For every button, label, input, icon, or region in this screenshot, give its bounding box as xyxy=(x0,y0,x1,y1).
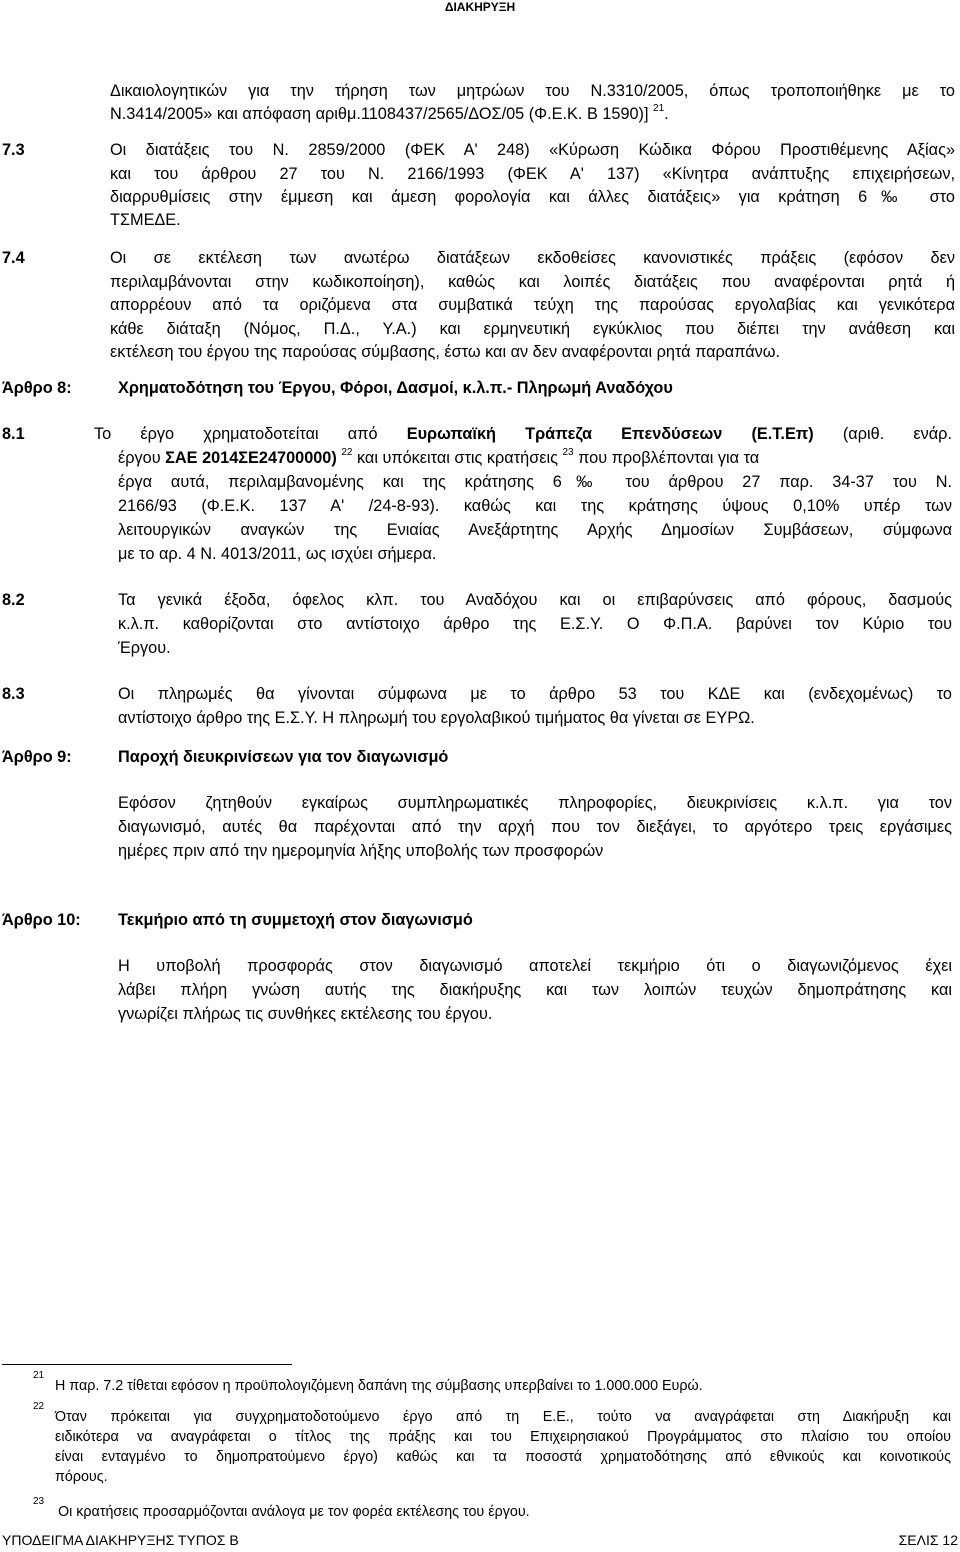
article-8-title: Χρηματοδότηση του Έργου, Φόροι, Δασμοί, κ.λ.π.- Πληρωμή Αναδόχου xyxy=(118,379,673,397)
p81-line-3: έργα αυτά, περιλαμβανομένης και της κράτησης 6‰ του άρθρου 27 παρ. 34-37 του Ν. xyxy=(118,473,952,491)
p83-line-2: αντίστοιχο άρθρο της Ε.Σ.Υ. Η πληρωμή του εργολαβικού τιμήματος θα γίνεται σε ΕΥΡΩ. xyxy=(118,709,755,727)
section-number-8-3: 8.3 xyxy=(2,685,25,703)
sae-code: ΣΑΕ 2014ΣΕ24700000) xyxy=(165,449,337,467)
footnote-22-number: 22 xyxy=(33,1401,45,1412)
s74-line-5: εκτέλεση του έργου της παρούσας σύμβασης, έστω και αν δεν αναφέρονται ρητά παραπάνω. xyxy=(110,343,780,361)
funding-body: Ευρωπαϊκή Τράπεζα Επενδύσεων (Ε.Τ.Επ) xyxy=(406,425,814,443)
p82-line-1: Τα γενικά έξοδα, όφελος κλπ. του Αναδόχου και οι επιβαρύνσεις από φόρους, δασμούς xyxy=(118,591,952,609)
s74-line-2: περιλαμβάνονται στην κωδικοποίηση), καθώς και λοιπές διατάξεις που αναφέρονται ρητά ή xyxy=(110,273,955,291)
p82-line-2: κ.λ.π. καθορίζονται στο αντίστοιχο άρθρο της Ε.Σ.Υ. Ο Φ.Π.Α. βαρύνει τον Κύριο του xyxy=(118,615,952,633)
footer-document-type: ΥΠΟΔΕΙΓΜΑ ΔΙΑΚΗΡΥΞΗΣ ΤΥΠΟΣ Β xyxy=(2,1532,239,1548)
footnote-22-line-4: πόρους. xyxy=(55,1469,108,1485)
footnote-21-text: Η παρ. 7.2 τίθεται εφόσον η προϋπολογιζόμενη δαπάνη της σύμβασης υπερβαίνει το 1.000.000 Ευρώ. xyxy=(55,1378,703,1394)
s74-line-3: απορρέουν από τα οριζόμενα στα συμβατικά τεύχη της παρούσας εργολαβίας και γενικότερα xyxy=(110,296,955,314)
footnote-22-line-2: ειδικότερα να αναγράφεται ο τίτλος της πράξης και του Επιχειρησιακού Προγράμματος στο πλαίσιο του οποίου xyxy=(55,1429,951,1445)
footer-page-number: ΣΕΛΙΣ 12 xyxy=(898,1532,958,1548)
article-8-label: Άρθρο 8: xyxy=(2,379,72,397)
art9-line-1: Εφόσον ζητηθούν εγκαίρως συμπληρωματικές πληροφορίες, διευκρινίσεις κ.λ.π. για τον xyxy=(118,794,952,812)
p81-line-2-c: και υπόκειται στις κρατήσεις xyxy=(356,449,558,467)
article-9-label: Άρθρο 9: xyxy=(2,748,72,766)
section-number-8-2: 8.2 xyxy=(2,591,25,609)
footnote-23-number: 23 xyxy=(33,1496,45,1507)
s73-line-1: Οι διατάξεις του Ν. 2859/2000 (ΦΕΚ Α' 248) «Κύρωση Κώδικα Φόρου Προστιθέμενης Αξίας» xyxy=(110,141,955,159)
footnote-separator xyxy=(2,1364,292,1365)
s73-line-3: διαρρυθμίσεις στην έμμεση και άμεση φορολογία και άλλες διατάξεις» για κράτηση 6‰ στο xyxy=(110,188,955,206)
p81-line-1-c: (αριθ. ενάρ. xyxy=(842,425,952,443)
footnote-ref-22: 22 xyxy=(341,447,353,458)
p81-line-2 xyxy=(118,448,759,468)
s74-line-4: κάθε διάταξη (Νόμος, Π.Δ., Υ.Α.) και ερμηνευτική εγκύκλιος που διέπει την ανάθεση και xyxy=(110,320,955,338)
p81-line-4: 2166/93 (Φ.Ε.Κ. 137 Α' /24-8-93). καθώς και της κράτησης ύψους 0,10% υπέρ των xyxy=(118,497,952,515)
footnote-22-line-1: Όταν πρόκειται για συγχρηματοδοτούμενο έργο από τη Ε.Ε., τούτο να αναγράφεται στη Διακήρυξη και xyxy=(55,1409,951,1425)
section-number-7-3: 7.3 xyxy=(2,141,25,159)
s73-line-2: και του άρθρου 27 του Ν. 2166/1993 (ΦΕΚ Α' 137) «Κίνητρα ανάπτυξης επιχειρήσεων, xyxy=(110,165,955,183)
p81-line-1 xyxy=(94,424,952,444)
s73-line-4: ΤΣΜΕΔΕ. xyxy=(110,211,181,229)
p81-line-2-a: έργου xyxy=(118,449,161,467)
footnote-23-text: Οι κρατήσεις προσαρμόζονται ανάλογα με τον φορέα εκτέλεσης του έργου. xyxy=(58,1504,530,1520)
intro-line-2-text: Ν.3414/2005» και απόφαση αριθμ.1108437/2565/ΔΟΣ/05 (Φ.Ε.Κ. Β 1590)] xyxy=(110,105,649,123)
footnote-21-number: 21 xyxy=(33,1370,45,1381)
p81-line-5: λειτουργικών αναγκών της Ενιαίας Ανεξάρτητης Αρχής Δημοσίων Συμβάσεων, σύμφωνα xyxy=(118,521,952,539)
footnote-ref-23: 23 xyxy=(562,447,574,458)
art10-line-3: γνωρίζει πλήρως τις συνθήκες εκτέλεσης του έργου. xyxy=(118,1005,493,1023)
footnote-22-line-3: είναι ενταγμένο το δημοπρατούμενο έργο) καθώς και τα ποσοστά χρηματοδότησης από εθνικούς και κοινοτικούς xyxy=(55,1449,951,1465)
p81-line-2-d: που προβλέπονται για τα xyxy=(578,449,760,467)
p82-line-3: Έργου. xyxy=(118,639,171,657)
art9-line-3: ημέρες πριν από την ημερομηνία λήξης υποβολής των προσφορών xyxy=(118,842,604,860)
article-9-title: Παροχή διευκρινίσεων για τον διαγωνισμό xyxy=(118,748,449,766)
footnote-ref-21: 21 xyxy=(653,103,665,114)
intro-line-2-end: . xyxy=(664,105,669,123)
p81-line-1-a: Το έργο χρηματοδοτείται από xyxy=(94,425,378,443)
art10-line-1: Η υποβολή προσφοράς στον διαγωνισμό αποτελεί τεκμήριο ότι ο διαγωνιζόμενος έχει xyxy=(118,957,952,975)
section-number-7-4: 7.4 xyxy=(2,249,25,267)
section-number-8-1: 8.1 xyxy=(2,425,25,443)
page-header-title: ΔΙΑΚΗΡΥΞΗ xyxy=(444,0,516,14)
p81-line-6: με το αρ. 4 Ν. 4013/2011, ως ισχύει σήμερα. xyxy=(118,545,437,563)
art9-line-2: διαγωνισμό, αυτές θα παρέχονται από την αρχή που τον διεξάγει, το αργότερο τρεις εργάσιμες xyxy=(118,818,952,836)
p83-line-1: Οι πληρωμές θα γίνονται σύμφωνα με το άρθρο 53 του ΚΔΕ και (ενδεχομένως) το xyxy=(118,685,952,703)
article-10-title: Τεκμήριο από τη συμμετοχή στον διαγωνισμό xyxy=(118,911,473,929)
intro-line-2 xyxy=(110,104,669,124)
intro-line-1: Δικαιολογητικών για την τήρηση των μητρώων του Ν.3310/2005, όπως τροποποιήθηκε με το xyxy=(110,82,955,100)
article-10-label: Άρθρο 10: xyxy=(2,911,81,929)
art10-line-2: λάβει πλήρη γνώση αυτής της διακήρυξης και των λοιπών τευχών δημοπράτησης και xyxy=(118,981,952,999)
s74-line-1: Οι σε εκτέλεση των ανωτέρω διατάξεων εκδοθείσες κανονιστικές πράξεις (εφόσον δεν xyxy=(110,249,955,267)
